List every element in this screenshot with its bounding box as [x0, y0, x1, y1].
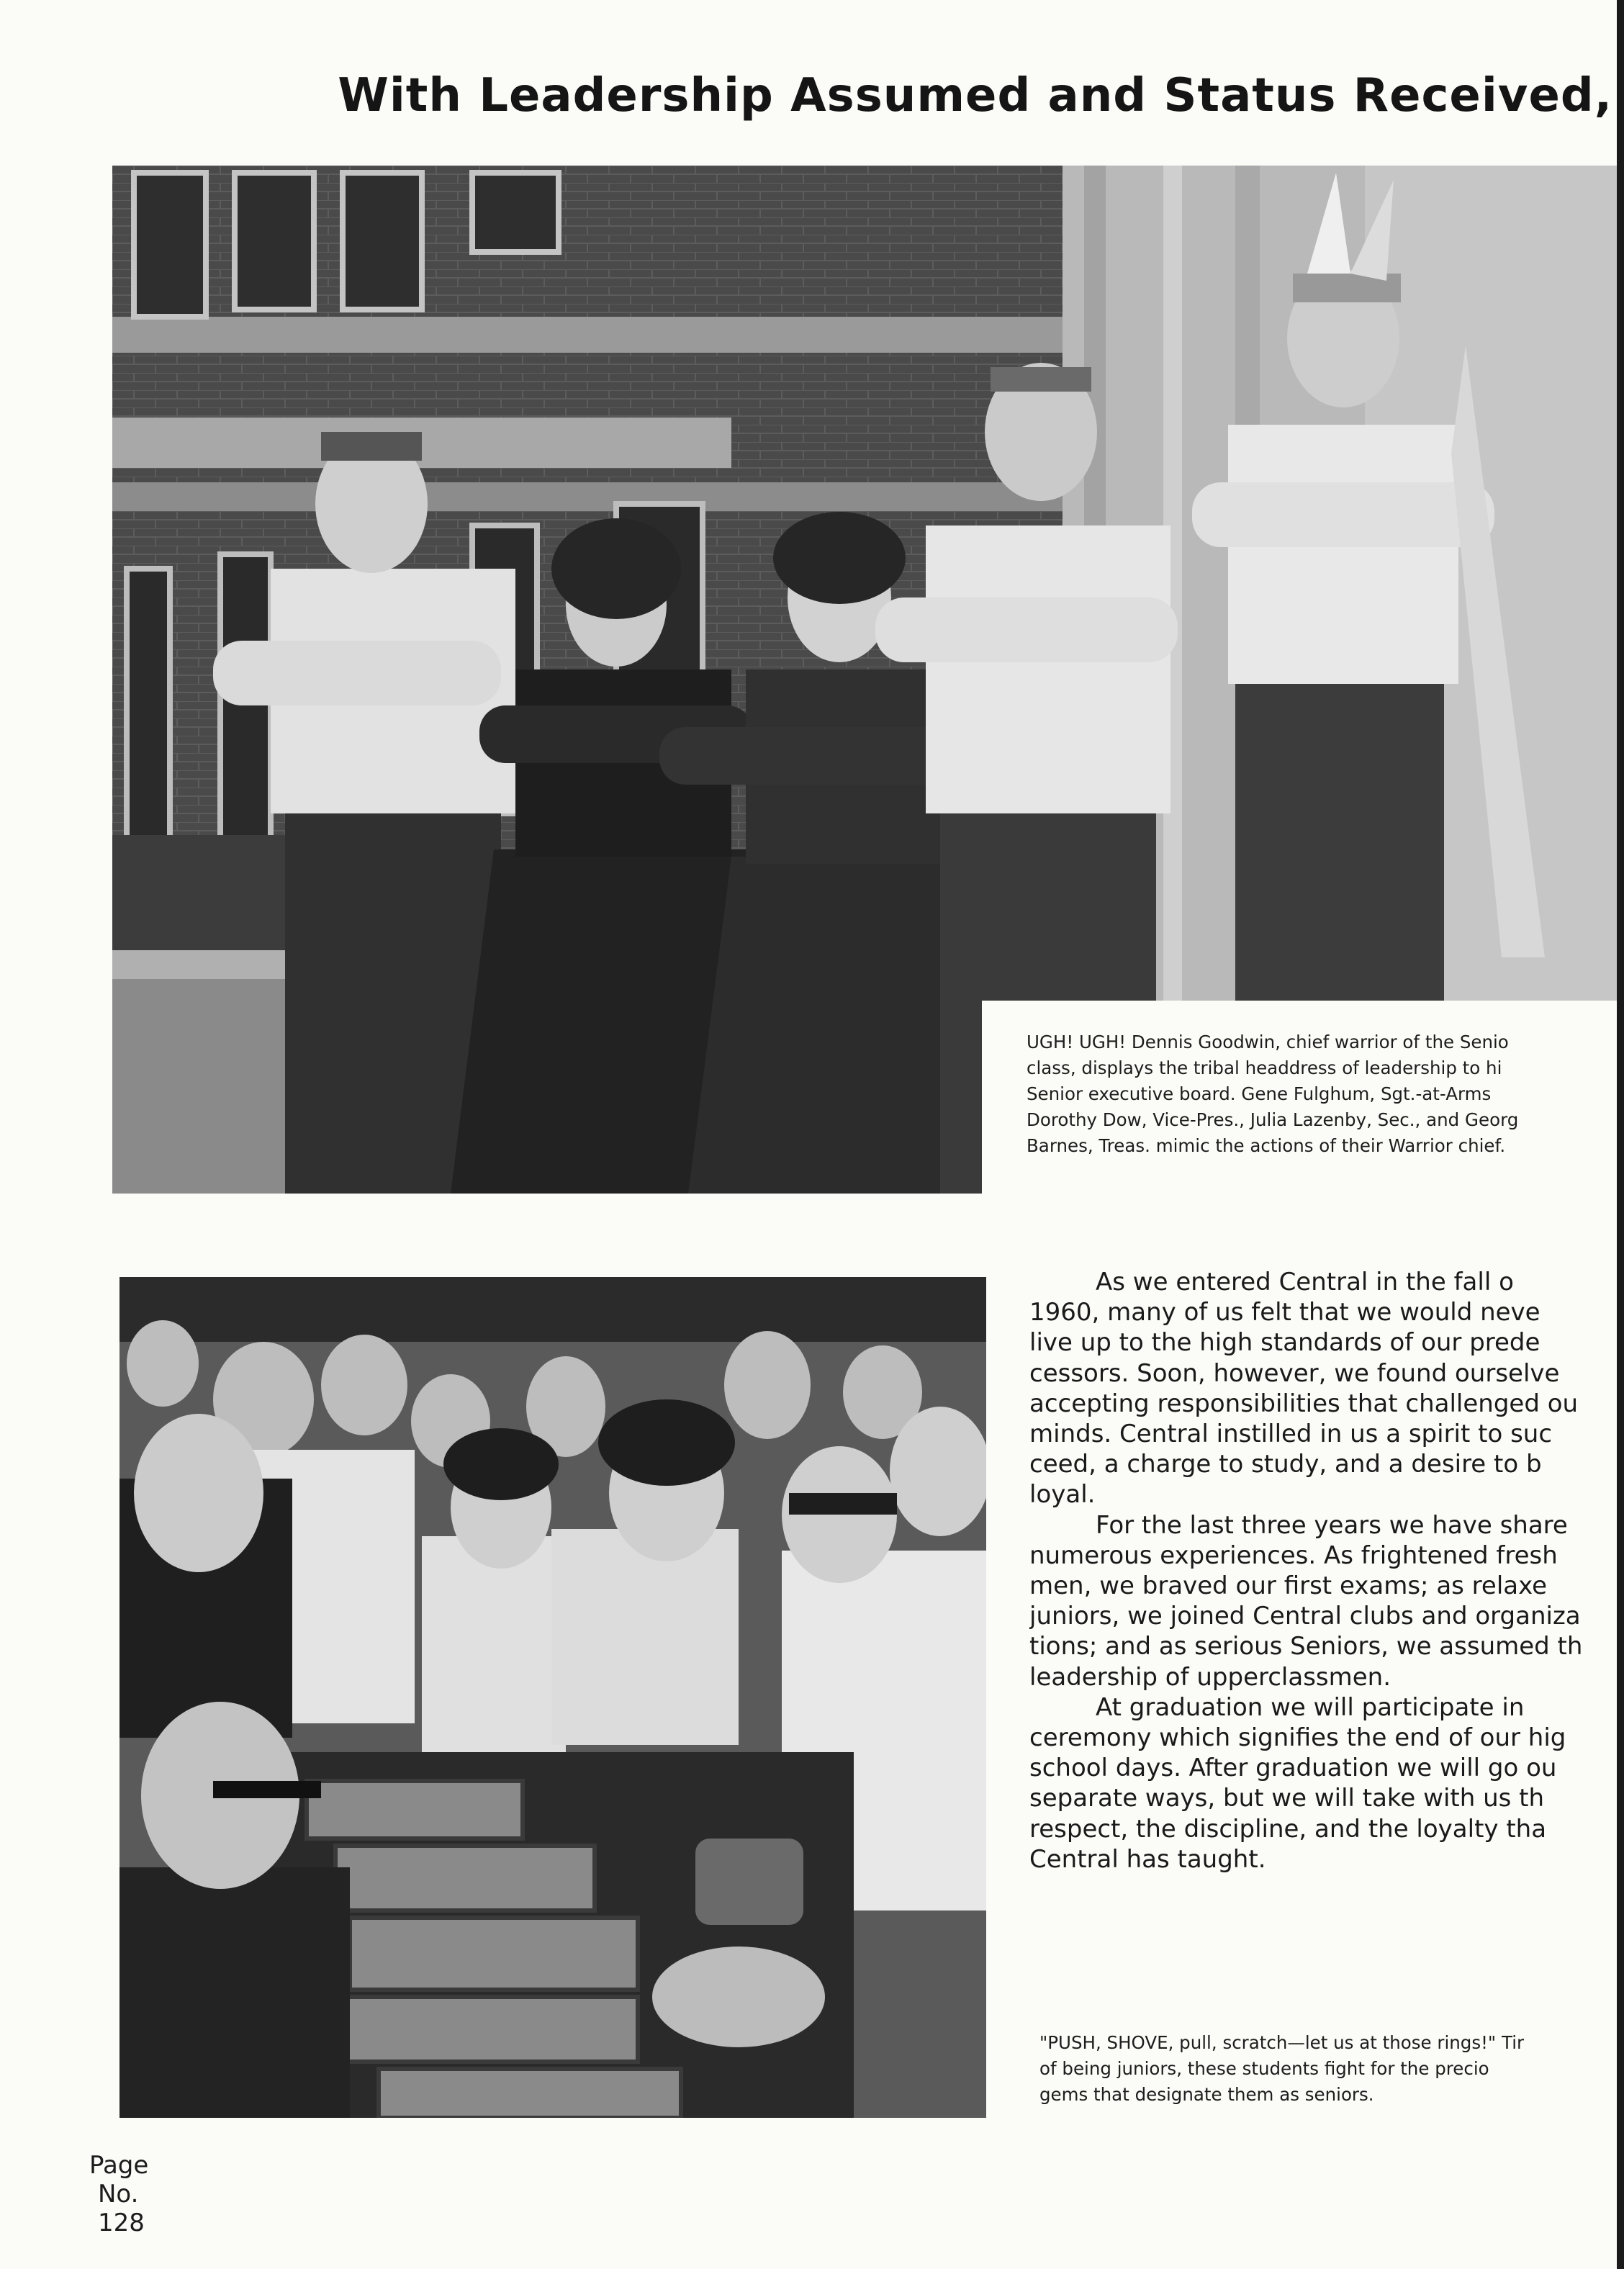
caption-line: "PUSH, SHOVE, pull, scratch—let us at those rings!" Tir [1039, 2032, 1525, 2053]
article-line: juniors, we joined Central clubs and organiza [1029, 1602, 1581, 1631]
article-line: As we entered Central in the fall o [1096, 1268, 1514, 1296]
article-line: 1960, many of us felt that we would neve [1029, 1298, 1540, 1327]
caption-line: Senior executive board. Gene Fulghum, Sgt.-at-Arms [1027, 1083, 1492, 1104]
article-line: cessors. Soon, however, we found ourselve [1029, 1358, 1560, 1388]
article-line: ceremony which signifies the end of our hig [1029, 1723, 1566, 1753]
article-line: accepting responsibilities that challenged ou [1029, 1389, 1579, 1418]
article-line: respect, the discipline, and the loyalty tha [1029, 1814, 1547, 1844]
caption-line: Dorothy Dow, Vice-Pres., Julia Lazenby, Sec., and Georg [1027, 1109, 1519, 1130]
page-title: With Leadership Assumed and Status Received, [338, 69, 1612, 122]
officers-photo-caption [1027, 1029, 1617, 1159]
page-edge [1617, 0, 1624, 2269]
page-label: Page [89, 2151, 149, 2180]
caption-line: Barnes, Treas. mimic the actions of their Warrior chief. [1027, 1135, 1506, 1156]
article-line: men, we braved our first exams; as relaxe [1029, 1571, 1548, 1601]
page-number [89, 2151, 161, 2237]
caption-line: UGH! UGH! Dennis Goodwin, chief warrior of the Senio [1027, 1032, 1509, 1052]
article-line: separate ways, but we will take with us th [1029, 1784, 1545, 1813]
article-text [1029, 1267, 1617, 1875]
article-line: live up to the high standards of our prede [1029, 1328, 1540, 1358]
article-line: numerous experiences. As frightened fresh [1029, 1541, 1558, 1570]
article-line: loyal. [1029, 1480, 1096, 1510]
article-line: For the last three years we have share [1096, 1510, 1568, 1540]
page-number-value: 128 [98, 2209, 145, 2237]
ring-sale-photo [119, 1277, 986, 2118]
page-label-no: No. [98, 2180, 139, 2209]
article-line: At graduation we will participate in [1096, 1692, 1525, 1722]
article-line: Central has taught. [1029, 1844, 1266, 1874]
caption-line: class, displays the tribal headdress of leadership to hi [1027, 1057, 1502, 1078]
caption-line: gems that designate them as seniors. [1039, 2084, 1374, 2105]
article-line: leadership of upperclassmen. [1029, 1662, 1391, 1692]
caption-line: of being juniors, these students fight for the precio [1039, 2058, 1489, 2079]
article-line: minds. Central instilled in us a spirit to suc [1029, 1420, 1553, 1449]
article-line: tions; and as serious Seniors, we assumed th [1029, 1632, 1583, 1661]
article-line: school days. After graduation we will go ou [1029, 1754, 1557, 1783]
article-line: ceed, a charge to study, and a desire to b [1029, 1450, 1542, 1479]
ring-photo-caption [1039, 2030, 1617, 2108]
